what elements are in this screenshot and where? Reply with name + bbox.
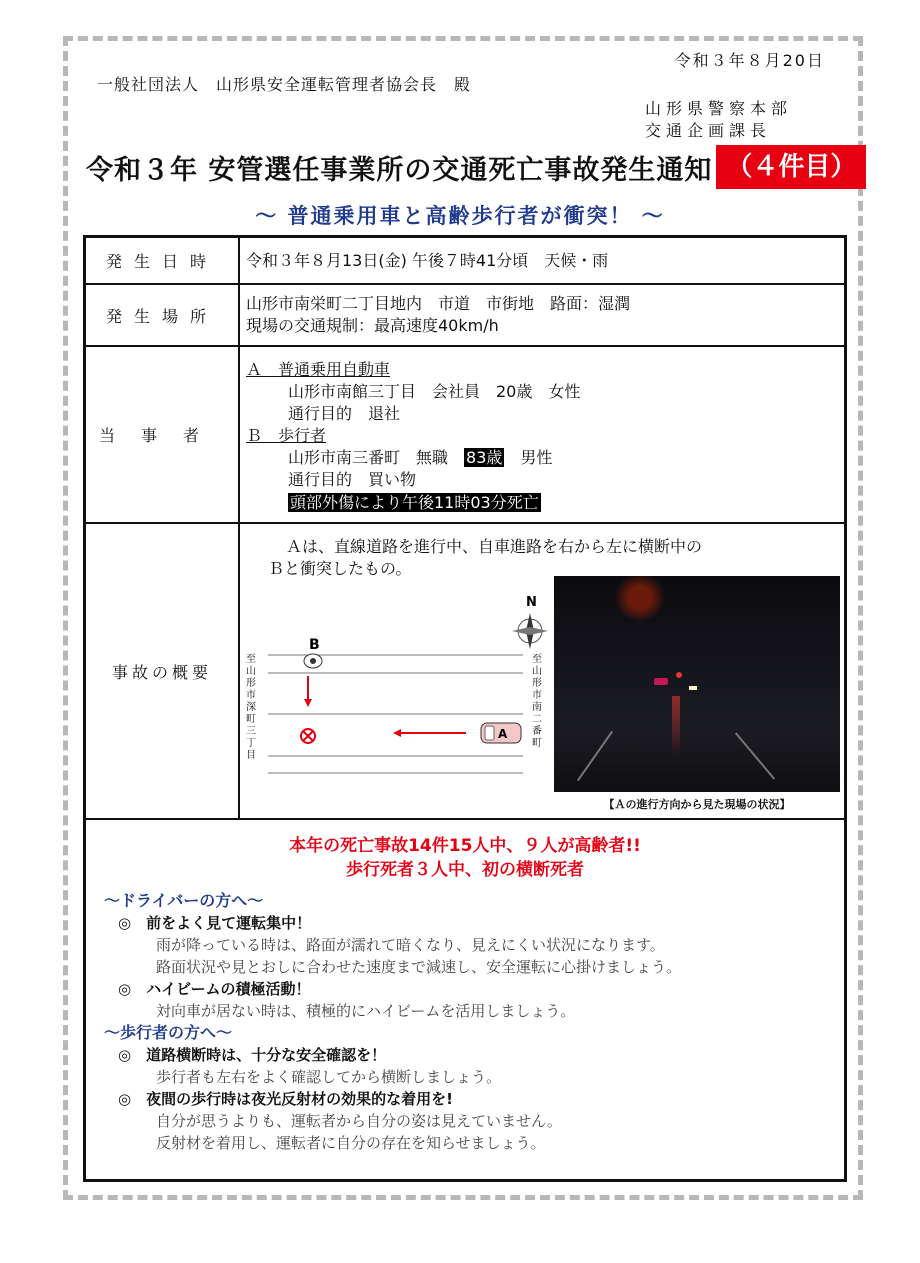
driver-tip-2-title: ◎ ハイビームの積極活動！	[118, 980, 311, 998]
car-a-label: A	[498, 727, 508, 741]
pedestrian-tip-2-line-2: 反射材を着用し、運転者に自分の存在を知らせましょう。	[156, 1134, 546, 1152]
label-place: 発生場所	[86, 285, 240, 345]
sender-line-2: 交通企画課長	[645, 121, 772, 140]
driver-tip-1-line-2: 路面状況や見とおしに合わせた速度まで減速し、安全運転に心掛けましょう。	[156, 958, 682, 976]
pedestrian-icon	[304, 654, 322, 668]
driver-tip-2-line-1: 対向車が居ない時は、積極的にハイビームを活用しましょう。	[156, 1002, 576, 1020]
place-line-2: 現場の交通規制：最高速度40km/h	[246, 316, 499, 335]
pedestrian-heading: ～歩行者の方へ～	[104, 1023, 233, 1042]
label-summary: 事故の概要	[86, 524, 240, 818]
value-datetime: 令和３年８月13日(金) 午後７時41分頃 天候・雨	[246, 251, 609, 270]
party-b-death: 頭部外傷により午後11時03分死亡	[290, 493, 539, 512]
party-b-title: Ｂ 歩行者	[246, 426, 327, 445]
issue-date: 令和３年８月20日	[674, 51, 825, 70]
party-b-line-2: 通行目的 買い物	[288, 470, 417, 489]
party-a-title: Ａ 普通乗用自動車	[246, 360, 391, 379]
party-b-line-1	[246, 447, 580, 469]
party-b-age: 83歳	[466, 448, 503, 467]
row-parties	[86, 347, 844, 524]
compass-n-label: N	[526, 595, 537, 610]
page-title: 令和３年 安管選任事業所の交通死亡事故発生通知	[86, 154, 713, 186]
row-summary	[86, 524, 844, 820]
party-a-line-2: 通行目的 退社	[288, 404, 401, 423]
party-b-sex: 男性	[504, 448, 553, 467]
notice-headline-1: 本年の死亡事故14件15人中、９人が高齢者!!	[289, 836, 641, 856]
photo-caption: 【Ａの進行方向から見た現場の状況】	[603, 798, 791, 811]
row-datetime	[86, 238, 844, 285]
place-line-1: 山形市南栄町二丁目地内 市道 市街地 路面：湿潤	[246, 294, 631, 313]
driver-heading: ～ドライバーの方へ～	[104, 891, 264, 910]
sign-right: 至山形市南二番町	[532, 654, 542, 749]
row-place	[86, 285, 844, 347]
compass-icon	[512, 613, 548, 649]
driver-tip-1-line-1: 雨が降っている時は、路面が濡れて暗くなり、見えにくい状況になります。	[156, 936, 665, 954]
incident-table	[83, 235, 847, 1182]
pedestrian-tip-1-line-1: 歩行者も左右をよく確認してから横断しましょう。	[156, 1068, 502, 1086]
notice-headline-2: 歩行死者３人中、初の横断死者	[346, 860, 584, 880]
sender	[645, 98, 792, 142]
scene-photo	[554, 576, 840, 792]
title-row	[86, 144, 866, 190]
label-parties: 当事者	[86, 347, 240, 522]
sender-line-1: 山形県警察本部	[645, 99, 793, 118]
pedestrian-b-label: B	[309, 637, 320, 653]
accident-diagram	[238, 584, 558, 814]
pedestrian-tip-2-line-1: 自分が思うよりも、運転者から自分の姿は見えていません。	[156, 1112, 562, 1130]
subtitle: ～ 普通乗用車と高齢歩行者が衝突！ ～	[255, 204, 665, 228]
addressee: 一般社団法人 山形県安全運転管理者協会長 殿	[97, 75, 472, 94]
pedestrian-tip-1-title: ◎ 道路横断時は、十分な安全確認を！	[118, 1046, 387, 1064]
safety-notice	[86, 820, 844, 1179]
party-a-line-1: 山形市南館三丁目 会社員 20歳 女性	[288, 382, 581, 401]
sign-left: 至山形市深町三丁目	[246, 654, 256, 761]
summary-line-2: Ｂと衝突したもの。	[268, 559, 412, 578]
summary-line-1: Ａは、直線道路を進行中、自車進路を右から左に横断中の	[286, 537, 703, 556]
label-datetime: 発生日時	[86, 238, 240, 283]
case-count-badge: （４件目）	[716, 145, 866, 189]
driver-tip-1-title: ◎ 前をよく見て運転集中！	[118, 914, 312, 932]
pedestrian-tip-2-title: ◎ 夜間の歩行時は夜光反射材の効果的な着用を!	[118, 1090, 453, 1108]
collision-point-icon	[301, 729, 315, 743]
party-b-address: 山形市南三番町 無職	[288, 448, 465, 467]
